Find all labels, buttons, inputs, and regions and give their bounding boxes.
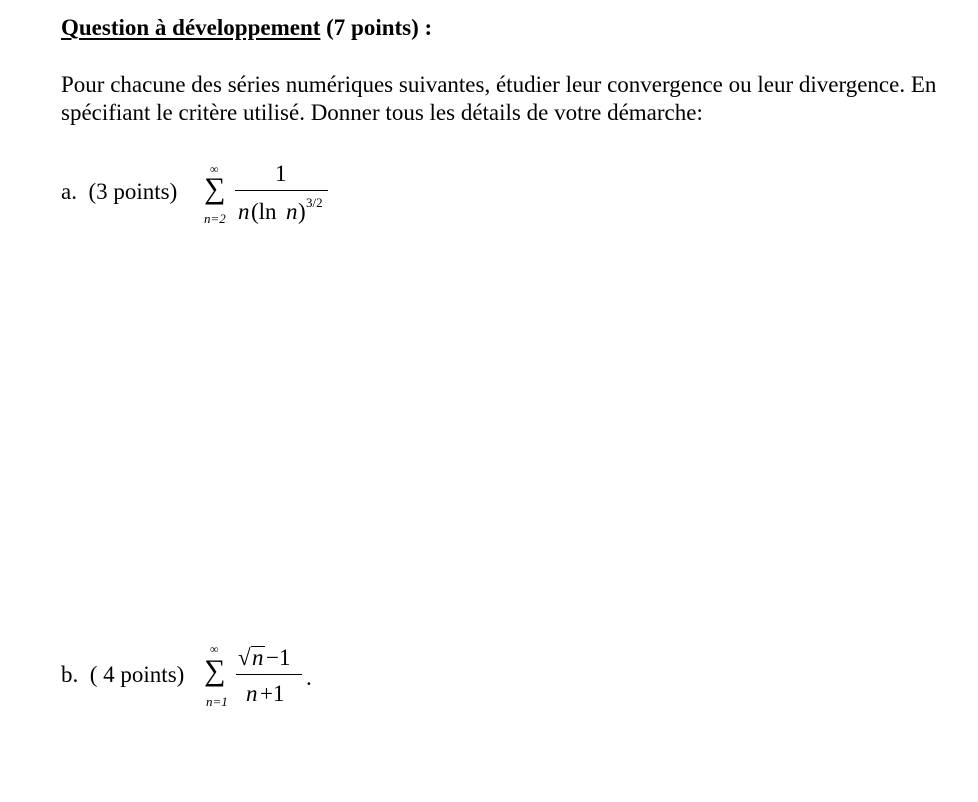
heading-points: (7 points) : (320, 15, 433, 40)
series-b-numerator-n: n (252, 645, 264, 670)
series-a-exponent: 3/2 (306, 195, 323, 210)
series-b (200, 640, 330, 715)
series-b-upper-limit: ∞ (210, 642, 219, 656)
series-b-fraction-bar (236, 674, 302, 675)
series-b-trailing-period: . (306, 665, 312, 690)
series-a-denominator-n: n (238, 199, 250, 224)
question-a-points: (3 points) (88, 179, 178, 204)
series-a-numerator: 1 (275, 161, 287, 186)
series-a-denominator-n2: n (286, 199, 298, 224)
series-a-sigma-symbol: ∑ (204, 172, 226, 205)
series-b-sigma-symbol: ∑ (204, 654, 226, 687)
series-b-numerator-sqrt: √ (238, 645, 251, 670)
series-b-lower-limit: n=1 (206, 694, 228, 709)
series-b-numerator-rest: −1 (266, 645, 291, 670)
question-a (61, 178, 177, 206)
series-a-denominator-close: ) (298, 199, 306, 224)
question-b-label: b. (61, 662, 79, 687)
instructions-paragraph: Pour chacune des séries numériques suivantes, étudier leur convergence ou leur divergence. En spécifiant le critère utilisé. Donner tous les détails de votre démarche: (61, 72, 937, 125)
series-a (200, 160, 340, 230)
series-a-lower-limit: n=2 (204, 211, 226, 226)
question-heading (61, 14, 432, 42)
question-a-label: a. (61, 179, 77, 204)
question-b-points: ( 4 points) (89, 662, 185, 687)
series-a-upper-limit: ∞ (210, 162, 219, 176)
series-a-denominator-ln: (ln (251, 199, 277, 224)
question-b (61, 661, 184, 689)
series-b-denominator-rest: +1 (260, 681, 285, 706)
series-b-denominator-n: n (246, 681, 258, 706)
heading-title: Question à développement (61, 15, 321, 40)
series-a-fraction-bar (235, 190, 328, 191)
